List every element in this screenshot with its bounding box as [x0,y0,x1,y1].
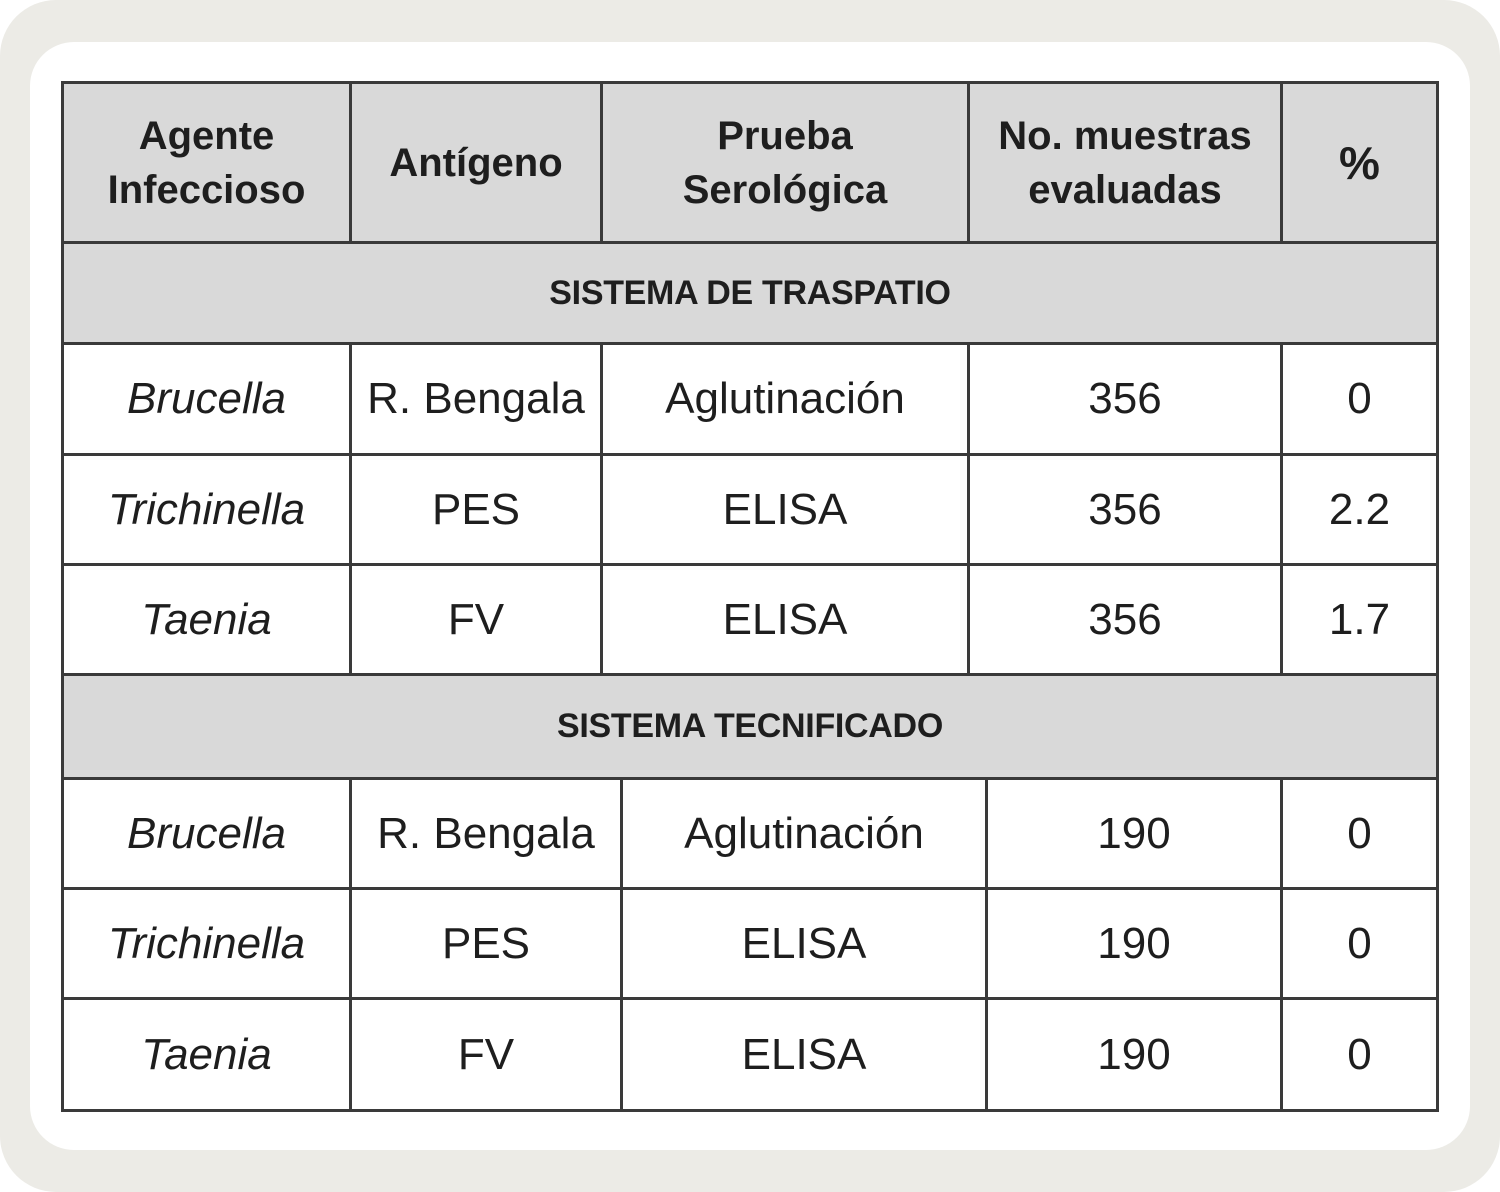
cell-antigeno: FV [352,1000,623,1112]
column-header-muestras-evaluadas: No. muestras evaluadas [970,84,1283,244]
cell-agente: Brucella [64,780,352,890]
table-header-row [64,84,1439,244]
cell-antigeno: FV [352,566,603,676]
cell-agente: Taenia [64,1000,352,1112]
cell-agente: Taenia [64,566,352,676]
cell-antigeno: PES [352,890,623,1000]
serology-table [61,81,1439,1112]
cell-muestras: 190 [988,780,1283,890]
section-row-traspatio [64,244,1439,345]
cell-prueba: ELISA [603,456,970,566]
cell-muestras: 190 [988,1000,1283,1112]
cell-muestras: 190 [988,890,1283,1000]
cell-agente: Trichinella [64,890,352,1000]
cell-antigeno: R. Bengala [352,345,603,456]
column-header-antigeno: Antígeno [352,84,603,244]
column-header-agente-infeccioso: Agente Infeccioso [64,84,352,244]
cell-porcentaje: 1.7 [1283,566,1439,676]
cell-muestras: 356 [970,456,1283,566]
cell-muestras: 356 [970,566,1283,676]
cell-prueba: ELISA [623,890,988,1000]
column-header-porcentaje: % [1283,84,1439,244]
cell-porcentaje: 0 [1283,780,1439,890]
section-row-tecnificado [64,676,1439,780]
cell-prueba: ELISA [603,566,970,676]
table-row [64,780,1439,890]
table-row [64,1000,1439,1112]
cell-antigeno: PES [352,456,603,566]
table-row [64,345,1439,456]
table-row [64,890,1439,1000]
cell-agente: Brucella [64,345,352,456]
cell-prueba: ELISA [623,1000,988,1112]
cell-antigeno: R. Bengala [352,780,623,890]
cell-muestras: 356 [970,345,1283,456]
section-title: SISTEMA DE TRASPATIO [64,244,1439,345]
cell-porcentaje: 2.2 [1283,456,1439,566]
table-row [64,566,1439,676]
cell-agente: Trichinella [64,456,352,566]
cell-porcentaje: 0 [1283,1000,1439,1112]
cell-porcentaje: 0 [1283,890,1439,1000]
content-panel [30,42,1470,1150]
column-header-prueba-serologica: Prueba Serológica [603,84,970,244]
table-row [64,456,1439,566]
cell-prueba: Aglutinación [603,345,970,456]
cell-porcentaje: 0 [1283,345,1439,456]
section-title: SISTEMA TECNIFICADO [64,676,1439,780]
cell-prueba: Aglutinación [623,780,988,890]
